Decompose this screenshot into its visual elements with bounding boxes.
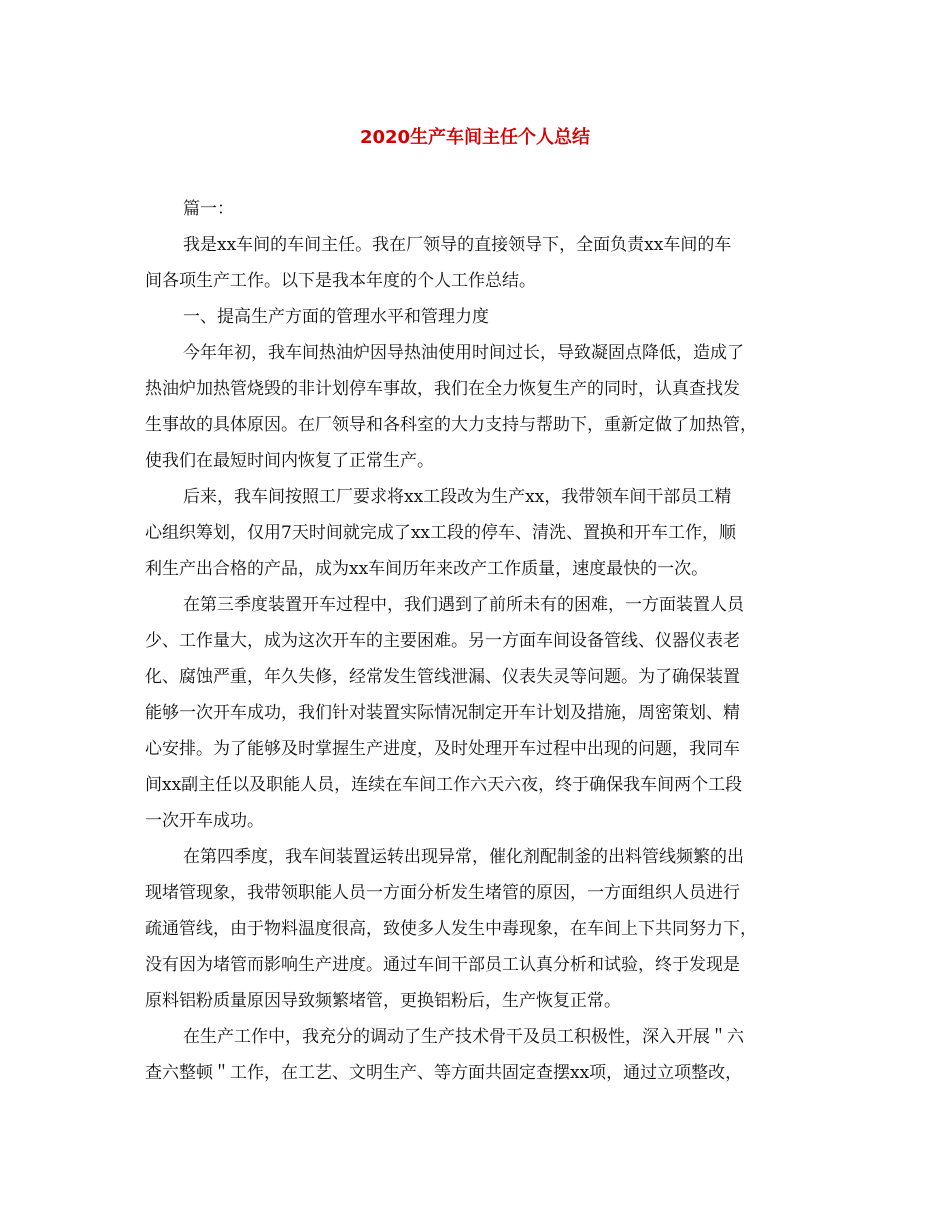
paragraph-line: 间各项生产工作。以下是我本年度的个人工作总结。 [145,271,536,291]
paragraph-line: 在第四季度，我车间装置运转出现异常，催化剂配制釜的出料管线频繁的出 [183,847,744,867]
document-title: 2020生产车间主任个人总结 [359,127,591,148]
paragraph-line: 查六整顿＂工作，在工艺、文明生产、等方面共固定查摆xx项，通过立项整改， [145,1063,743,1083]
paragraph-line: 一次开车成功。 [145,811,264,831]
paragraph-line: 生事故的具体原因。在厂领导和各科室的大力支持与帮助下，重新定做了加热管， [145,415,757,435]
paragraph-line: 间xx副主任以及职能人员，连续在车间工作六天六夜，终于确保我车间两个工段 [145,775,743,795]
paragraph-line: 心组织筹划，仅用7天时间就完成了xx工段的停车、清洗、置换和开车工作，顺 [145,523,736,543]
paragraph-line: 使我们在最短时间内恢复了正常生产。 [145,451,434,471]
paragraph-line: 今年年初，我车间热油炉因导热油使用时间过长，导致凝固点降低，造成了 [183,343,744,363]
section-heading: 一、提高生产方面的管理水平和管理力度 [183,307,489,327]
paragraph-line: 心安排。为了能够及时掌握生产进度，及时处理开车过程中出现的问题，我同车 [145,739,740,759]
paragraph-line: 原料铝粉质量原因导致频繁堵管，更换铝粉后，生产恢复正常。 [145,991,621,1011]
paragraph-line: 后来，我车间按照工厂要求将xx工段改为生产xx，我带领车间干部员工精 [183,487,732,507]
paragraph-line: 利生产出合格的产品，成为xx车间历年来改产工作质量，速度最快的一次。 [145,559,709,579]
paragraph-line: 热油炉加热管烧毁的非计划停车事故，我们在全力恢复生产的同时，认真查找发 [145,379,740,399]
paragraph-line: 疏通管线，由于物料温度很高，致使多人发生中毒现象，在车间上下共同努力下， [145,919,757,939]
paragraph-line: 没有因为堵管而影响生产进度。通过车间干部员工认真分析和试验，终于发现是 [145,955,740,975]
paragraph-line: 化、腐蚀严重，年久失修，经常发生管线泄漏、仪表失灵等问题。为了确保装置 [145,667,740,687]
document-body [145,191,805,1091]
paragraph-line: 能够一次开车成功，我们针对装置实际情况制定开车计划及措施，周密策划、精 [145,703,740,723]
paragraph-line: 现堵管现象，我带领职能人员一方面分析发生堵管的原因，一方面组织人员进行 [145,883,740,903]
paragraph-line: 在生产工作中，我充分的调动了生产技术骨干及员工积极性，深入开展＂六 [183,1027,744,1047]
paragraph-line: 少、工作量大，成为这次开车的主要困难。另一方面车间设备管线、仪器仪表老 [145,631,740,651]
paragraph-line: 在第三季度装置开车过程中，我们遇到了前所未有的困难，一方面装置人员 [183,595,744,615]
paragraph-line: 我是xx车间的车间主任。我在厂领导的直接领导下，全面负责xx车间的车 [183,235,732,255]
paragraph-line: 篇一： [183,199,234,219]
